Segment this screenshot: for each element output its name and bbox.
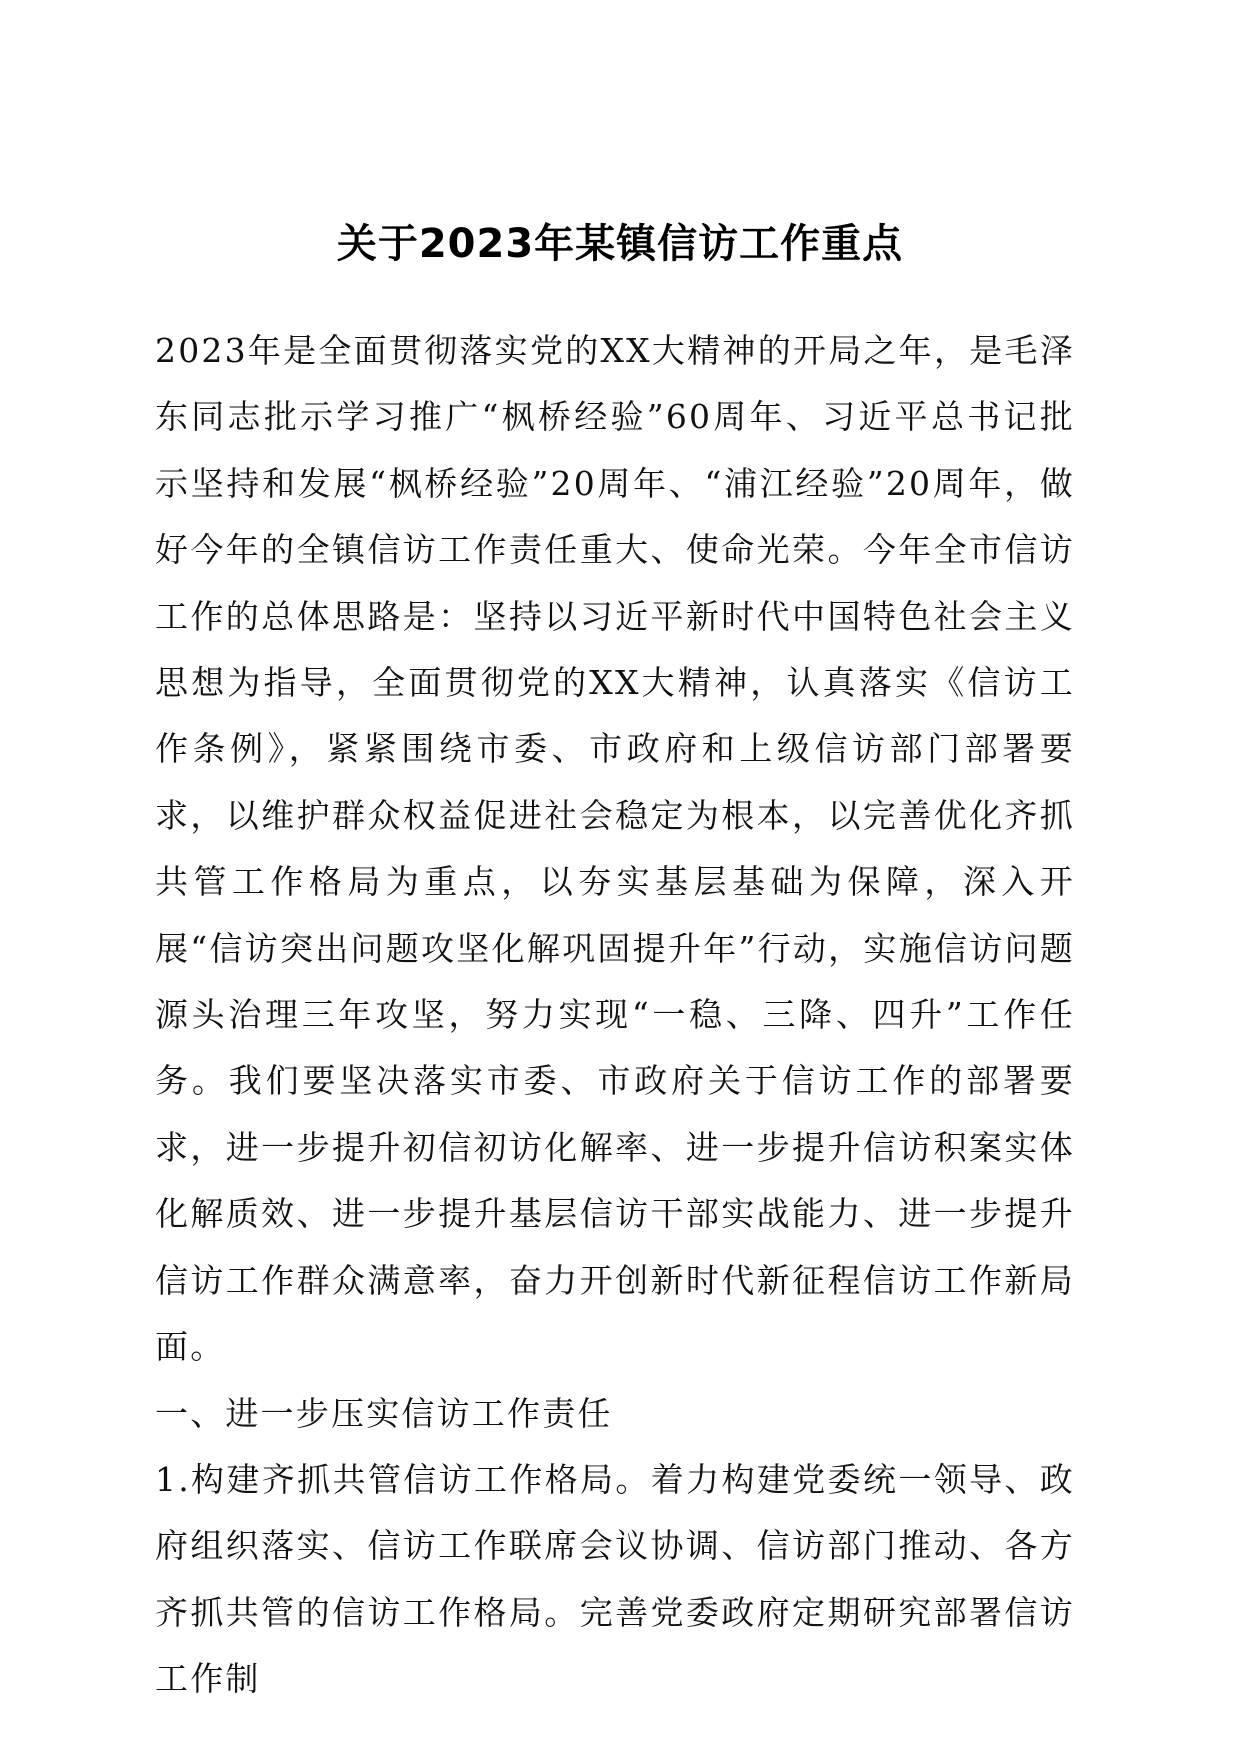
intro-paragraph: 2023年是全面贯彻落实党的XX大精神的开局之年，是毛泽东同志批示学习推广“枫桥经验”60周年、习近平总书记批示坚持和发展“枫桥经验”20周年、“浦江经验”20周年，做好今年的全镇信访工作责任重大、使命光荣。今年全市信访工作的总体思路是：坚持以习近平新时代中国特色社会主义思想为指导，全面贯彻党的XX大精神，认真落实《信访工作条例》，紧紧围绕市委、市政府和上级信访部门部署要求，以维护群众权益促进社会稳定为根本，以完善优化齐抓共管工作格局为重点，以夯实基层基础为保障，深入开展“信访突出问题攻坚化解巩固提升年”行动，实施信访问题源头治理三年攻坚，努力实现“一稳、三降、四升”工作任务。我们要坚决落实市委、市政府关于信访工作的部署要求，进一步提升初信初访化解率、进一步提升信访积案实体化解质效、进一步提升基层信访干部实战能力、进一步提升信访工作群众满意率，奋力开创新时代新征程信访工作新局面。 — [155, 331, 1075, 1367]
document-body — [155, 318, 1075, 1713]
document-title: 关于2023年某镇信访工作重点 — [336, 221, 904, 267]
section-paragraph: 1.构建齐抓共管信访工作格局。着力构建党委统一领导、政府组织落实、信访工作联席会议协调、信访部门推动、各方齐抓共管的信访工作格局。完善党委政府定期研究部署信访工作制 — [155, 1459, 1075, 1699]
section-heading: 一、进一步压实信访工作责任 — [155, 1393, 613, 1433]
